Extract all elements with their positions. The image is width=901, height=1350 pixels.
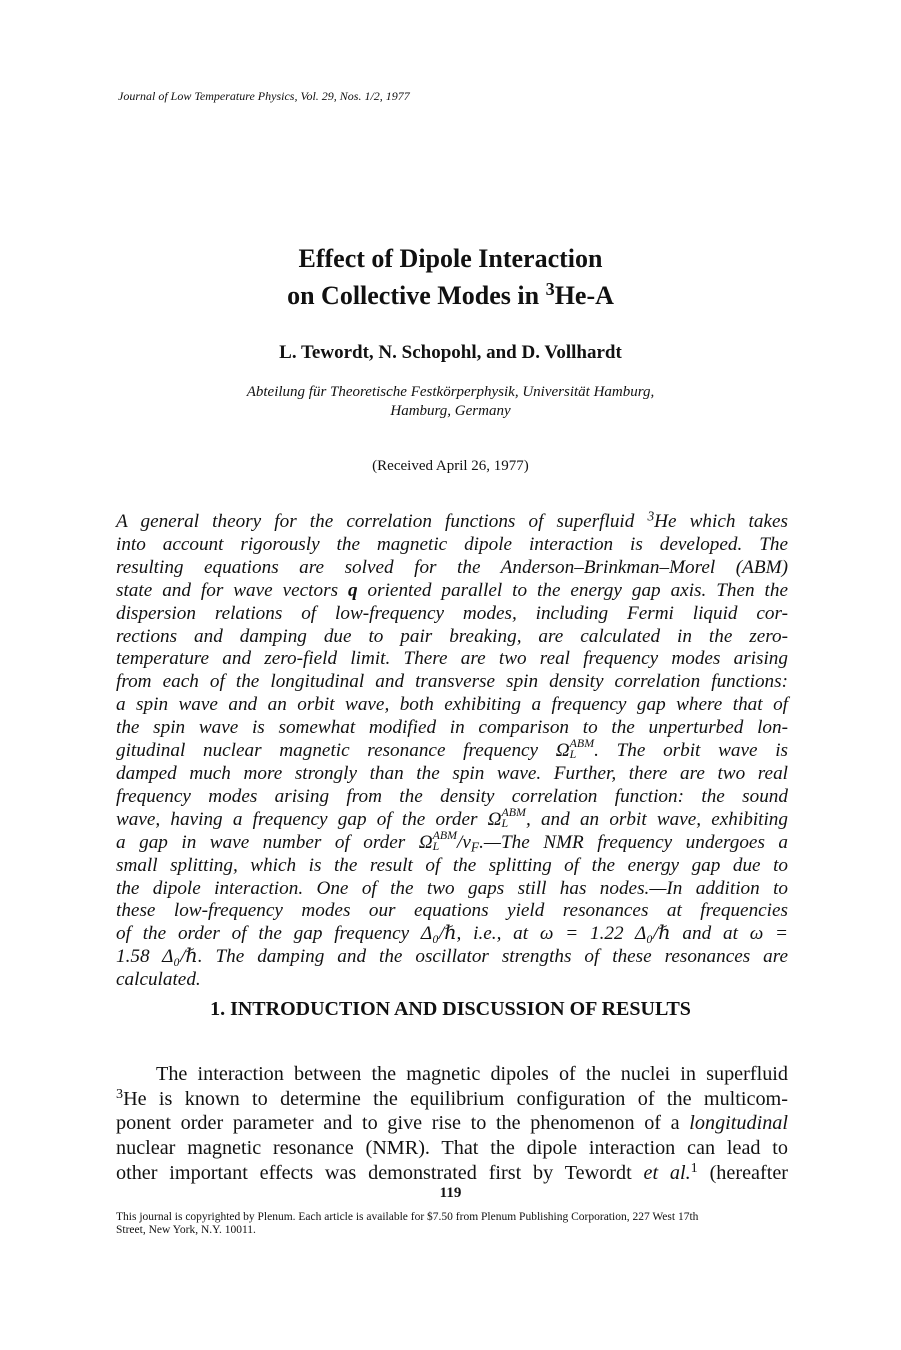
affiliation	[0, 383, 901, 421]
body-line: The interaction between the magnetic dipoles of the nuclei in superfluid	[156, 1063, 788, 1085]
body-line: nuclear magnetic resonance (NMR). That the dipole interaction can lead to	[116, 1137, 788, 1160]
affiliation-line-2: Hamburg, Germany	[390, 403, 511, 419]
abstract-line: A general theory for the correlation functions of superfluid $^3$He which takes	[116, 508, 788, 532]
footer-line-1: This journal is copyrighted by Plenum. Each article is available for $7.50 from Plenum Publishing Corporation, 227 West 17th	[116, 1211, 699, 1223]
abstract-line: dispersion relations of low-frequency modes, including Fermi liquid cor-	[116, 602, 788, 624]
abstract-line: state and for wave vectors q oriented parallel to the energy gap axis. Then the	[116, 579, 789, 601]
abstract-line: wave, having a frequency gap of the order Ω ABM L , and an orbit wave, exhibiting	[116, 804, 788, 830]
omega-indices: ABM L	[501, 804, 526, 830]
copyright-footer	[116, 1211, 788, 1237]
omega-symbol: Ω	[418, 831, 433, 853]
authors: L. Tewordt, N. Schopohl, and D. Vollhardt	[279, 342, 622, 363]
title-text: on Collective Modes in	[287, 281, 546, 310]
title-line-1: Effect of Dipole Interaction	[298, 244, 603, 273]
abstract-line: a spin wave and an orbit wave, both exhibiting a frequency gap where that of	[116, 694, 788, 716]
abstract-line: calculated.	[116, 969, 201, 991]
abstract-line: into account rigorously the magnetic dipole interaction is developed. The	[116, 533, 788, 555]
abstract	[116, 508, 789, 992]
omega-symbol: Ω	[555, 740, 570, 762]
abstract-line: of the order of the gap frequency Δ₀/ℏ, i.e., at ω = 1.22 Δ₀/ℏ and at ω =	[116, 923, 788, 945]
abstract-line: from each of the longitudinal and transverse spin density correlation functions:	[116, 671, 788, 693]
title-superscript: 3	[545, 278, 555, 299]
body-line: $^3$He is known to determine the equilibrium configuration of the multicom-	[116, 1085, 788, 1110]
abstract-line: a gap in wave number of order Ω ABM L $/v_F.—The$ NMR frequency undergoes a	[116, 827, 788, 855]
abstract-line: the spin wave is somewhat modified in comparison to the unperturbed lon-	[116, 717, 788, 739]
abstract-line: these low-frequency modes our equations yield resonances at frequencies	[116, 900, 788, 922]
abstract-line: rections and damping due to pair breaking, are calculated in the zero-	[116, 625, 788, 647]
abstract-line: small splitting, which is the result of the splitting of the energy gap due to	[116, 854, 788, 876]
abstract-line: temperature and zero-field limit. There are two real frequency modes arising	[116, 648, 788, 670]
body-line: ponent order parameter and to give rise to the phenomenon of a longitudinal	[116, 1112, 788, 1135]
affiliation-line-1: Abteilung für Theoretische Festkörperphysik, Universität Hamburg,	[246, 384, 655, 400]
journal-citation: Journal of Low Temperature Physics, Vol. 29, Nos. 1/2, 1977	[118, 89, 410, 103]
title-line-2	[0, 277, 901, 314]
body-paragraph	[116, 1062, 788, 1186]
footer-line-2: Street, New York, N.Y. 10011.	[116, 1224, 256, 1236]
abstract-line: the dipole interaction. One of the two gaps still has nodes.—In addition to	[116, 877, 788, 899]
title-text-end: He-A	[554, 281, 614, 310]
abstract-line: damped much more strongly than the spin wave. Further, there are two real	[116, 762, 788, 784]
abstract-line: gitudinal nuclear magnetic resonance frequency Ω ABM L . The orbit wave is	[116, 735, 788, 762]
omega-indices: ABM L	[432, 827, 458, 853]
received-date: (Received April 26, 1977)	[372, 458, 529, 474]
paper-title	[0, 240, 901, 314]
omega-symbol: Ω	[487, 808, 502, 830]
abstract-line: frequency modes arising from the density correlation function: the sound	[116, 785, 788, 807]
omega-indices: ABM L	[569, 735, 595, 762]
page-number: 119	[439, 1185, 462, 1201]
abstract-line: resulting equations are solved for the Anderson–Brinkman–Morel (ABM)	[116, 556, 788, 578]
vector-q: q	[348, 579, 358, 601]
body-line: other important effects was demonstrated first by Tewordt et al.$^1$ (hereafter	[116, 1159, 788, 1184]
abstract-line: 1.58 Δ₀/ℏ. The damping and the oscillator strengths of these resonances are	[116, 946, 788, 968]
section-heading: 1. INTRODUCTION AND DISCUSSION OF RESULTS	[210, 998, 691, 1020]
